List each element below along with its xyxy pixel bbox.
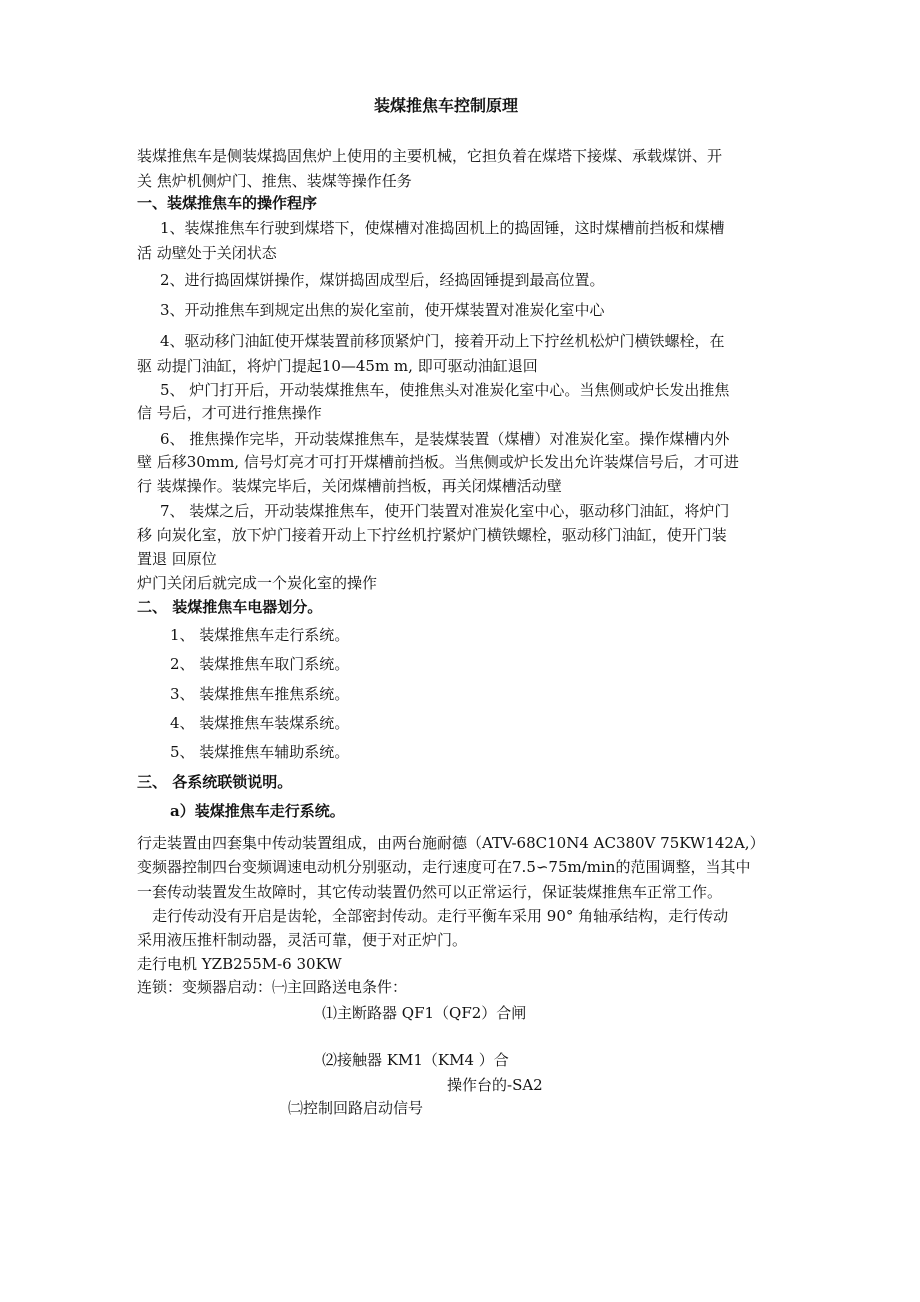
condition-control-signal: ㈡控制回路启动信号 [288, 1099, 424, 1117]
section1-heading: 一、装煤推焦车的操作程序 [137, 194, 318, 212]
s1-line-6: 驱 动提门油缸，将炉门提起10—45m m, 即可驱动油缸退回 [137, 357, 538, 375]
s3-line-6: 走行电机 YZB255M-6 30KW [137, 955, 342, 973]
s3-line-3: 一套传动装置发生故障时，其它传动装置仍然可以正常运行，保证装煤推焦车正常工作。 [137, 883, 723, 901]
s2-item-1: 1、 装煤推焦车走行系统。 [170, 626, 350, 644]
s1-line-13: 移 向炭化室，放下炉门接着开动上下拧丝机拧紧炉门横铁螺栓，驱动移门油缸，使开门装 [137, 526, 727, 544]
s3-line-4: 走行传动没有开启是齿轮，全部密封传动。走行平衡车采用 90° 角轴承结构，走行传动 [152, 907, 729, 925]
page-title: 装煤推焦车控制原理 [374, 96, 519, 115]
s1-line-7: 5、 炉门打开后，开动装煤推焦车，使推焦头对准炭化室中心。当焦侧或炉长发出推焦 [160, 381, 730, 399]
s1-line-14: 置退 回原位 [137, 550, 217, 568]
s1-line-12: 7、 装煤之后，开动装煤推焦车，使开门装置对准炭化室中心，驱动移门油缸，将炉门 [160, 502, 730, 520]
s1-line-15: 炉门关闭后就完成一个炭化室的操作 [137, 574, 378, 592]
s2-item-4: 4、 装煤推焦车装煤系统。 [170, 714, 350, 732]
s1-line-4: 3、开动推焦车到规定出焦的炭化室前，使开煤装置对准炭化室中心 [160, 301, 605, 319]
s1-line-10: 壁 后移30mm, 信号灯亮才可打开煤槽前挡板。当焦侧或炉长发出允许装煤信号后，才可进 [137, 453, 739, 471]
condition-console-sa2: 操作台的-SA2 [447, 1076, 543, 1094]
condition-contactor: ⑵接触器 KM1（KM4 ）合 [322, 1051, 509, 1069]
s2-item-5: 5、 装煤推焦车辅助系统。 [170, 743, 350, 761]
intro-line-2: 关 焦炉机侧炉门、推焦、装煤等操作任务 [137, 172, 412, 190]
s1-line-9: 6、 推焦操作完毕，开动装煤推焦车，是装煤装置（煤槽）对准炭化室。操作煤槽内外 [160, 430, 730, 448]
s2-item-3: 3、 装煤推焦车推焦系统。 [170, 685, 350, 703]
section3-heading: 三、 各系统联锁说明。 [137, 773, 293, 791]
section3-subheading: a）装煤推焦车走行系统。 [170, 802, 345, 820]
s3-line-5: 采用液压推杆制动器，灵活可靠，便于对正炉门。 [137, 931, 468, 949]
s1-line-3: 2、进行捣固煤饼操作，煤饼捣固成型后，经捣固锤提到最高位置。 [160, 271, 605, 289]
s3-line-1: 行走装置由四套集中传动装置组成，由两台施耐德（ATV-68C10N4 AC380V 75KW142A,） [137, 834, 765, 852]
s2-item-2: 2、 装煤推焦车取门系统。 [170, 655, 350, 673]
s1-line-11: 行 装煤操作。装煤完毕后，关闭煤槽前挡板，再关闭煤槽活动壁 [137, 477, 562, 495]
section2-heading: 二、 装煤推焦车电器划分。 [137, 598, 323, 616]
s1-line-5: 4、驱动移门油缸使开煤装置前移顶紧炉门，接着开动上下拧丝机松炉门横铁螺栓，在 [160, 332, 725, 350]
intro-line-1: 装煤推焦车是侧装煤捣固焦炉上使用的主要机械，它担负着在煤塔下接煤、承载煤饼、开 [137, 147, 723, 165]
s1-line-2: 活 动壁处于关闭状态 [137, 244, 277, 262]
s1-line-1: 1、装煤推焦车行驶到煤塔下，使煤槽对准捣固机上的捣固锤，这时煤槽前挡板和煤槽 [160, 219, 725, 237]
s3-line-7: 连锁：变频器启动：㈠主回路送电条件： [137, 978, 408, 996]
s3-line-2: 变频器控制四台变频调速电动机分别驱动，走行速度可在7.5∽75m/min的范围调整，当其中 [137, 858, 751, 876]
s1-line-8: 信 号后，才可进行推焦操作 [137, 404, 322, 422]
condition-breaker: ⑴主断路器 QF1（QF2）合闸 [322, 1004, 527, 1022]
